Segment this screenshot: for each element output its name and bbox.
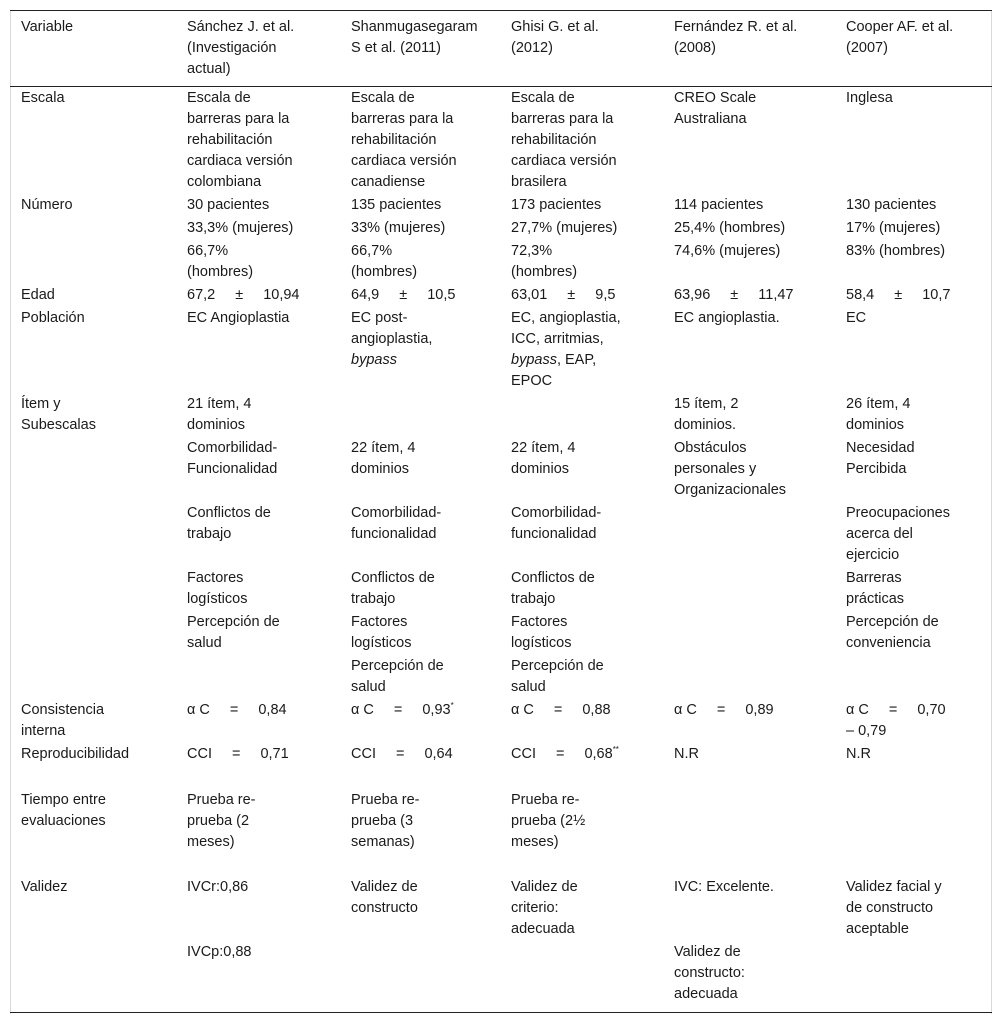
poblacion-line: EPOC xyxy=(511,373,553,389)
cell-line: EC angioplastia. xyxy=(674,310,780,326)
footnote-mark: ** xyxy=(612,745,619,754)
equals-sign: = xyxy=(553,702,563,718)
poblacion-rest: , EAP, xyxy=(556,352,597,368)
cell-line: Factores xyxy=(187,570,244,586)
cell-line: barreras para la xyxy=(351,111,454,127)
poblacion-ghisi xyxy=(511,308,621,392)
cell-line: Sánchez J. et al. xyxy=(187,19,295,35)
row-label-numero: Número xyxy=(21,197,73,213)
cell-line: Conflictos de xyxy=(511,570,595,586)
cci-value: 0,68 xyxy=(584,746,613,762)
cell-line: Tiempo entre xyxy=(21,792,106,808)
cell-line: Validez facial y xyxy=(846,879,942,895)
items-ghisi-d xyxy=(511,612,571,654)
validez-cooper xyxy=(846,877,942,940)
table-top-rule xyxy=(10,10,992,11)
edad-plus-minus: ± xyxy=(399,287,408,303)
cell-line: 21 ítem, 4 xyxy=(187,396,252,412)
cell-line: 26 ítem, 4 xyxy=(846,396,911,412)
cell-line: Necesidad xyxy=(846,440,915,456)
reproducibilidad-ghisi xyxy=(511,744,619,765)
numero-cooper-pct-2 xyxy=(846,241,945,262)
cell-line: acerca del xyxy=(846,526,913,542)
alpha-value: 0,93 xyxy=(422,702,451,718)
edad-sd: 11,47 xyxy=(758,287,794,303)
cell-line: logísticos xyxy=(511,635,572,651)
edad-sanchez xyxy=(187,285,300,306)
alpha-value-range: – 0,79 xyxy=(846,723,887,739)
cell-line: dominios xyxy=(511,461,570,477)
cell-line: Inglesa xyxy=(846,90,893,106)
validez-ghisi xyxy=(511,877,578,940)
cell-line: (hombres) xyxy=(187,264,254,280)
cell-line: Percepción de xyxy=(351,658,444,674)
cell-line: 66,7% xyxy=(187,243,229,259)
cell-line: 74,6% (mujeres) xyxy=(674,243,781,259)
cci-label: CCI xyxy=(187,746,212,762)
edad-sd: 10,7 xyxy=(922,287,951,303)
cell-line: EC xyxy=(846,310,867,326)
cell-line: cardiaca versión xyxy=(511,153,617,169)
cell-line: rehabilitación xyxy=(351,132,437,148)
numero-ghisi-pacientes: 173 pacientes xyxy=(511,197,602,213)
escala-sanchez xyxy=(187,88,293,193)
alpha-label: α C xyxy=(674,702,697,718)
equals-sign: = xyxy=(231,746,241,762)
items-shanmugasegaram-d xyxy=(351,612,411,654)
reproducibilidad-shanmugasegaram xyxy=(351,744,453,765)
alpha-value: 0,89 xyxy=(745,702,774,718)
equals-sign: = xyxy=(716,702,726,718)
items-fernandez-b xyxy=(674,438,786,501)
edad-mean: 63,96 xyxy=(674,287,711,303)
cci-value: 0,64 xyxy=(424,746,453,762)
row-label-edad: Edad xyxy=(21,287,55,303)
cell-line: Cooper AF. et al. xyxy=(846,19,954,35)
edad-shanmugasegaram xyxy=(351,285,455,306)
cell-line: logísticos xyxy=(351,635,412,651)
consistencia-ghisi xyxy=(511,700,611,721)
alpha-label: α C xyxy=(511,702,534,718)
cell-line: barreras para la xyxy=(187,111,290,127)
edad-mean: 67,2 xyxy=(187,287,216,303)
cell-line: interna xyxy=(21,723,66,739)
cell-line: Ghisi G. et al. xyxy=(511,19,599,35)
cell-line: evaluaciones xyxy=(21,813,106,829)
cell-line: Consistencia xyxy=(21,702,105,718)
edad-fernandez xyxy=(674,285,793,306)
cell-line: Conflictos de xyxy=(351,570,435,586)
edad-ghisi xyxy=(511,285,615,306)
cell-line: Prueba re- xyxy=(511,792,580,808)
validez-fernandez-b xyxy=(674,942,745,1005)
cell-line: (Investigación xyxy=(187,40,277,56)
cell-line: CREO Scale xyxy=(674,90,757,106)
cell-line: Organizacionales xyxy=(674,482,787,498)
alpha-label: α C xyxy=(187,702,210,718)
row-label-tiempo xyxy=(21,790,106,832)
equals-sign: = xyxy=(395,746,405,762)
cell-line: meses) xyxy=(187,834,235,850)
cell-line: Funcionalidad xyxy=(187,461,278,477)
poblacion-fernandez xyxy=(674,308,780,329)
edad-plus-minus: ± xyxy=(567,287,576,303)
cell-line: Variable xyxy=(21,19,74,35)
edad-cooper xyxy=(846,285,950,306)
row-label-poblacion: Población xyxy=(21,310,85,326)
reproducibilidad-cooper: N.R xyxy=(846,746,871,762)
items-sanchez-b xyxy=(187,438,277,480)
row-label-validez: Validez xyxy=(21,879,68,895)
items-cooper-b xyxy=(846,438,915,480)
cell-line: Subescalas xyxy=(21,417,96,433)
cell-line: logísticos xyxy=(187,591,248,607)
poblacion-line: ICC, arritmias, xyxy=(511,331,604,347)
numero-sanchez-pct-1: 33,3% (mujeres) xyxy=(187,220,294,236)
poblacion-cooper xyxy=(846,308,866,329)
cell-line: trabajo xyxy=(187,526,232,542)
cell-line: Escala de xyxy=(187,90,251,106)
items-cooper-d xyxy=(846,568,904,610)
cell-line: Shanmugasegaram xyxy=(351,19,478,35)
items-shanmugasegaram-a xyxy=(351,438,415,480)
row-label-consistencia xyxy=(21,700,104,742)
cell-line: semanas) xyxy=(351,834,415,850)
cell-line: brasilera xyxy=(511,174,567,190)
cell-line: Escala de xyxy=(511,90,575,106)
cell-line: trabajo xyxy=(511,591,556,607)
items-shanmugasegaram-b xyxy=(351,503,441,545)
table-header-rule xyxy=(10,86,992,87)
cell-line: dominios. xyxy=(674,417,737,433)
cell-line: conveniencia xyxy=(846,635,931,651)
cell-line: trabajo xyxy=(351,591,396,607)
header-ghisi xyxy=(511,17,599,59)
cell-line: Comorbilidad- xyxy=(351,505,442,521)
numero-fernandez-pct-1: 25,4% (hombres) xyxy=(674,220,786,236)
cell-line: (hombres) xyxy=(511,264,578,280)
table-frame xyxy=(10,10,992,1014)
cell-line: dominios xyxy=(846,417,905,433)
cell-line: Percibida xyxy=(846,461,907,477)
alpha-value: 0,70 xyxy=(917,702,946,718)
cell-line: 15 ítem, 2 xyxy=(674,396,739,412)
consistencia-fernandez xyxy=(674,700,774,721)
numero-ghisi-pct-1: 27,7% (mujeres) xyxy=(511,220,618,236)
escala-ghisi xyxy=(511,88,617,193)
items-fernandez-a xyxy=(674,394,738,436)
equals-sign: = xyxy=(393,702,403,718)
header-fernandez xyxy=(674,17,797,59)
cell-line: EC Angioplastia xyxy=(187,310,290,326)
cell-line: 72,3% xyxy=(511,243,553,259)
edad-sd: 10,5 xyxy=(427,287,456,303)
cell-line: colombiana xyxy=(187,174,262,190)
header-shanmugasegaram xyxy=(351,17,478,59)
items-shanmugasegaram-e xyxy=(351,656,444,698)
cell-line: dominios xyxy=(351,461,410,477)
alpha-label: α C xyxy=(846,702,869,718)
items-sanchez-a xyxy=(187,394,251,436)
cell-line: Escala xyxy=(21,90,65,106)
items-sanchez-c xyxy=(187,503,271,545)
cell-line: ejercicio xyxy=(846,547,900,563)
reproducibilidad-sanchez xyxy=(187,744,289,765)
cci-value: 0,71 xyxy=(260,746,289,762)
cell-line: constructo xyxy=(351,900,418,916)
escala-cooper xyxy=(846,88,893,109)
header-variable xyxy=(21,17,73,38)
validez-fernandez-a xyxy=(674,877,774,898)
consistencia-shanmugasegaram xyxy=(351,700,454,721)
cell-line: Validez de xyxy=(511,879,578,895)
edad-plus-minus: ± xyxy=(235,287,244,303)
items-cooper-a xyxy=(846,394,910,436)
numero-cooper-pct-1: 17% (mujeres) xyxy=(846,220,941,236)
numero-cooper-pacientes: 130 pacientes xyxy=(846,197,937,213)
cell-line: (2008) xyxy=(674,40,716,56)
poblacion-line: EC, angioplastia, xyxy=(511,310,621,326)
poblacion-shanmugasegaram xyxy=(351,308,432,371)
cell-line: Validez de xyxy=(351,879,418,895)
edad-plus-minus: ± xyxy=(730,287,739,303)
cell-line: barreras para la xyxy=(511,111,614,127)
cell-line: canadiense xyxy=(351,174,426,190)
poblacion-line xyxy=(511,350,621,371)
cell-line: Ítem y xyxy=(21,396,61,412)
edad-mean: 58,4 xyxy=(846,287,875,303)
cell-line: salud xyxy=(187,635,222,651)
row-label-items xyxy=(21,394,96,436)
edad-sd: 10,94 xyxy=(263,287,300,303)
numero-sanchez-pacientes: 30 pacientes xyxy=(187,197,270,213)
cell-line: rehabilitación xyxy=(187,132,273,148)
cell-line: adecuada xyxy=(674,986,738,1002)
edad-mean: 63,01 xyxy=(511,287,548,303)
validez-sanchez-b: IVCp:0,88 xyxy=(187,944,252,960)
cell-line: Validez de xyxy=(674,944,741,960)
edad-mean: 64,9 xyxy=(351,287,380,303)
equals-sign: = xyxy=(555,746,565,762)
cell-line: Prueba re- xyxy=(351,792,420,808)
cell-line: personales y xyxy=(674,461,757,477)
cell-line: S et al. (2011) xyxy=(351,40,442,56)
cell-line: Percepción de xyxy=(187,614,280,630)
consistencia-cooper xyxy=(846,700,946,742)
escala-shanmugasegaram xyxy=(351,88,457,193)
cell-line: Australiana xyxy=(674,111,747,127)
cell-line: funcionalidad xyxy=(351,526,437,542)
items-sanchez-e xyxy=(187,612,280,654)
cell-line: rehabilitación xyxy=(511,132,597,148)
cell-line: Conflictos de xyxy=(187,505,271,521)
poblacion-line: angioplastia, xyxy=(351,331,433,347)
poblacion-line-italic: bypass xyxy=(351,352,397,368)
alpha-label: α C xyxy=(351,702,374,718)
items-shanmugasegaram-c xyxy=(351,568,435,610)
cell-line: (2007) xyxy=(846,40,888,56)
numero-fernandez-pacientes: 114 pacientes xyxy=(674,197,764,213)
cell-line: 83% (hombres) xyxy=(846,243,946,259)
footnote-mark: * xyxy=(450,701,454,710)
cell-line: adecuada xyxy=(511,921,575,937)
cell-line: salud xyxy=(351,679,386,695)
cell-line: salud xyxy=(511,679,546,695)
items-ghisi-c xyxy=(511,568,595,610)
cell-line: meses) xyxy=(511,834,559,850)
cell-line: constructo: xyxy=(674,965,745,981)
header-sanchez xyxy=(187,17,294,80)
cell-line: Fernández R. et al. xyxy=(674,19,798,35)
cell-line: actual) xyxy=(187,61,231,77)
cell-line: Factores xyxy=(511,614,568,630)
cell-line: Comorbilidad- xyxy=(511,505,602,521)
tiempo-shanmugasegaram xyxy=(351,790,420,853)
cell-line: (2012) xyxy=(511,40,553,56)
poblacion-italic: bypass xyxy=(511,352,557,368)
validez-sanchez-a: IVCr:0,86 xyxy=(187,879,249,895)
cell-line: prueba (3 xyxy=(351,813,414,829)
cell-line: Escala de xyxy=(351,90,415,106)
items-sanchez-d xyxy=(187,568,247,610)
cell-line: Barreras xyxy=(846,570,902,586)
poblacion-sanchez xyxy=(187,308,289,329)
cell-line: prácticas xyxy=(846,591,905,607)
numero-fernandez-pct-2 xyxy=(674,241,780,262)
cell-line: cardiaca versión xyxy=(351,153,457,169)
equals-sign: = xyxy=(888,702,898,718)
cell-line: aceptable xyxy=(846,921,909,937)
edad-sd: 9,5 xyxy=(595,287,616,303)
cell-line: de constructo xyxy=(846,900,934,916)
row-label-reproducibilidad: Reproducibilidad xyxy=(21,746,130,762)
cell-line: funcionalidad xyxy=(511,526,597,542)
cell-line: dominios xyxy=(187,417,246,433)
table-bottom-rule xyxy=(10,1012,992,1013)
cell-line: Factores xyxy=(351,614,408,630)
cell-line: IVC: Excelente. xyxy=(674,879,774,895)
items-cooper-c xyxy=(846,503,950,566)
tiempo-sanchez xyxy=(187,790,256,853)
equals-sign: = xyxy=(229,702,239,718)
cell-line: Obstáculos xyxy=(674,440,747,456)
escala-fernandez xyxy=(674,88,756,130)
validez-shanmugasegaram xyxy=(351,877,418,919)
cell-line: criterio: xyxy=(511,900,559,916)
cell-line: Comorbilidad- xyxy=(187,440,278,456)
header-cooper xyxy=(846,17,953,59)
cell-line: cardiaca versión xyxy=(187,153,293,169)
numero-shanmugasegaram-pacientes: 135 pacientes xyxy=(351,197,442,213)
poblacion-line: EC post- xyxy=(351,310,408,326)
tiempo-ghisi xyxy=(511,790,585,853)
cell-line: Preocupaciones xyxy=(846,505,950,521)
edad-plus-minus: ± xyxy=(894,287,903,303)
alpha-value: 0,84 xyxy=(258,702,287,718)
cell-line: 22 ítem, 4 xyxy=(351,440,416,456)
consistencia-sanchez xyxy=(187,700,287,721)
items-ghisi-a xyxy=(511,438,575,480)
cell-line: 22 ítem, 4 xyxy=(511,440,576,456)
cell-line: (hombres) xyxy=(351,264,418,280)
alpha-value: 0,88 xyxy=(582,702,611,718)
items-ghisi-b xyxy=(511,503,601,545)
cell-line: prueba (2 xyxy=(187,813,250,829)
cci-label: CCI xyxy=(351,746,376,762)
items-cooper-e xyxy=(846,612,939,654)
cell-line: Percepción de xyxy=(511,658,604,674)
cell-line: Percepción de xyxy=(846,614,939,630)
cell-line: prueba (2½ xyxy=(511,813,586,829)
items-ghisi-e xyxy=(511,656,604,698)
reproducibilidad-fernandez: N.R xyxy=(674,746,699,762)
numero-ghisi-pct-2 xyxy=(511,241,577,283)
numero-shanmugasegaram-pct-2 xyxy=(351,241,417,283)
cell-line: Prueba re- xyxy=(187,792,256,808)
numero-shanmugasegaram-pct-1: 33% (mujeres) xyxy=(351,220,446,236)
row-label-escala xyxy=(21,88,65,109)
numero-sanchez-pct-2 xyxy=(187,241,253,283)
cci-label: CCI xyxy=(511,746,536,762)
cell-line: 66,7% xyxy=(351,243,393,259)
